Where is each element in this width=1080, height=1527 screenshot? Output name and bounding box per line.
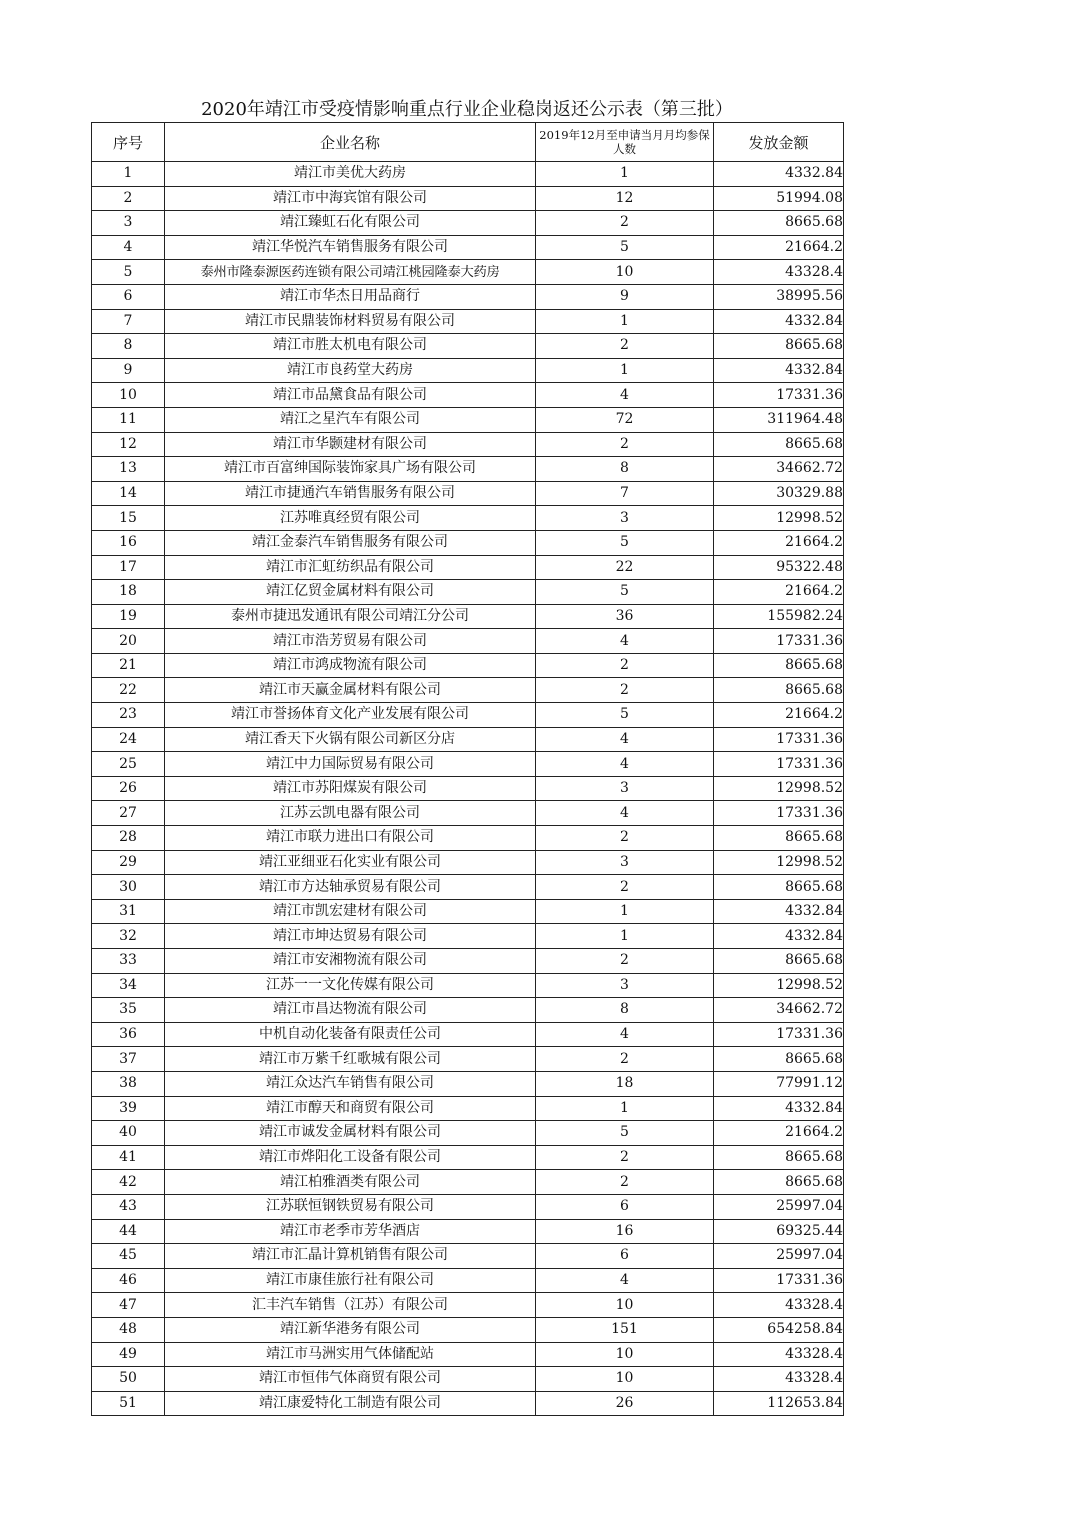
table-header [92, 123, 844, 162]
row-amount: 8665.68 [714, 432, 844, 457]
table-row [92, 1194, 844, 1219]
row-company-name: 靖江市誉扬体育文化产业发展有限公司 [165, 703, 536, 728]
row-amount: 77991.12 [714, 1071, 844, 1096]
table-row [92, 678, 844, 703]
row-amount: 12998.52 [714, 973, 844, 998]
row-seq: 17 [92, 555, 165, 580]
table-row [92, 899, 844, 924]
table-row [92, 703, 844, 728]
row-company-name: 靖江市良药堂大药房 [165, 358, 536, 383]
row-seq: 19 [92, 604, 165, 629]
row-insured-count: 2 [536, 1047, 714, 1072]
row-seq: 34 [92, 973, 165, 998]
row-insured-count: 2 [536, 875, 714, 900]
table-row [92, 1342, 844, 1367]
row-amount: 8665.68 [714, 678, 844, 703]
row-amount: 8665.68 [714, 875, 844, 900]
row-company-name: 靖江市诚发金属材料有限公司 [165, 1121, 536, 1146]
table-row [92, 506, 844, 531]
table-row [92, 235, 844, 260]
table-row [92, 309, 844, 334]
table-row [92, 1367, 844, 1392]
row-insured-count: 18 [536, 1071, 714, 1096]
row-company-name: 靖江市醇天和商贸有限公司 [165, 1096, 536, 1121]
table-row [92, 162, 844, 187]
row-company-name: 靖江市中海宾馆有限公司 [165, 186, 536, 211]
row-insured-count: 4 [536, 383, 714, 408]
row-company-name: 靖江华悦汽车销售服务有限公司 [165, 235, 536, 260]
table-row [92, 1219, 844, 1244]
row-seq: 28 [92, 826, 165, 851]
row-company-name: 靖江市万紫千红歌城有限公司 [165, 1047, 536, 1072]
row-seq: 11 [92, 407, 165, 432]
table-row [92, 1293, 844, 1318]
row-company-name: 江苏唯真经贸有限公司 [165, 506, 536, 531]
row-insured-count: 2 [536, 432, 714, 457]
row-seq: 29 [92, 850, 165, 875]
row-company-name: 江苏一一文化传媒有限公司 [165, 973, 536, 998]
row-insured-count: 1 [536, 924, 714, 949]
row-insured-count: 8 [536, 998, 714, 1023]
row-company-name: 靖江市美优大药房 [165, 162, 536, 187]
row-seq: 15 [92, 506, 165, 531]
row-company-name: 靖江市百富绅国际装饰家具广场有限公司 [165, 457, 536, 482]
table-row [92, 1391, 844, 1416]
row-insured-count: 1 [536, 309, 714, 334]
row-insured-count: 4 [536, 801, 714, 826]
row-company-name: 靖江市方达轴承贸易有限公司 [165, 875, 536, 900]
table-row [92, 727, 844, 752]
row-company-name: 靖江市康佳旅行社有限公司 [165, 1268, 536, 1293]
row-insured-count: 5 [536, 235, 714, 260]
row-amount: 21664.2 [714, 703, 844, 728]
table-row [92, 432, 844, 457]
row-amount: 4332.84 [714, 1096, 844, 1121]
row-seq: 21 [92, 653, 165, 678]
row-company-name: 靖江市老季市芳华酒店 [165, 1219, 536, 1244]
row-amount: 17331.36 [714, 629, 844, 654]
table-row [92, 358, 844, 383]
row-insured-count: 6 [536, 1194, 714, 1219]
table-row [92, 653, 844, 678]
row-seq: 9 [92, 358, 165, 383]
table-body [92, 162, 844, 1416]
row-seq: 13 [92, 457, 165, 482]
row-amount: 21664.2 [714, 580, 844, 605]
row-amount: 4332.84 [714, 358, 844, 383]
row-seq: 32 [92, 924, 165, 949]
row-company-name: 靖江市华颢建材有限公司 [165, 432, 536, 457]
row-amount: 17331.36 [714, 727, 844, 752]
row-seq: 37 [92, 1047, 165, 1072]
table-row [92, 457, 844, 482]
row-insured-count: 2 [536, 653, 714, 678]
row-insured-count: 2 [536, 678, 714, 703]
row-insured-count: 72 [536, 407, 714, 432]
row-company-name: 靖江市民鼎装饰材料贸易有限公司 [165, 309, 536, 334]
row-insured-count: 10 [536, 1342, 714, 1367]
row-company-name: 靖江市捷通汽车销售服务有限公司 [165, 481, 536, 506]
row-amount: 34662.72 [714, 457, 844, 482]
row-seq: 24 [92, 727, 165, 752]
row-amount: 30329.88 [714, 481, 844, 506]
row-company-name: 靖江市华杰日用品商行 [165, 284, 536, 309]
row-amount: 43328.4 [714, 1293, 844, 1318]
table-row [92, 776, 844, 801]
row-amount: 311964.48 [714, 407, 844, 432]
row-company-name: 靖江市天赢金属材料有限公司 [165, 678, 536, 703]
row-amount: 95322.48 [714, 555, 844, 580]
row-seq: 46 [92, 1268, 165, 1293]
row-amount: 17331.36 [714, 1022, 844, 1047]
row-amount: 8665.68 [714, 1170, 844, 1195]
row-seq: 10 [92, 383, 165, 408]
row-insured-count: 2 [536, 1145, 714, 1170]
row-company-name: 靖江亿贸金属材料有限公司 [165, 580, 536, 605]
row-company-name: 中机自动化装备有限责任公司 [165, 1022, 536, 1047]
row-amount: 155982.24 [714, 604, 844, 629]
table-row [92, 1022, 844, 1047]
row-company-name: 靖江市鸿成物流有限公司 [165, 653, 536, 678]
row-seq: 8 [92, 334, 165, 359]
table-row [92, 1317, 844, 1342]
page-title: 2020年靖江市受疫情影响重点行业企业稳岗返还公示表（第三批） [201, 99, 733, 120]
row-amount: 8665.68 [714, 211, 844, 236]
row-amount: 69325.44 [714, 1219, 844, 1244]
row-insured-count: 9 [536, 284, 714, 309]
row-seq: 45 [92, 1244, 165, 1269]
row-company-name: 靖江市恒伟气体商贸有限公司 [165, 1367, 536, 1392]
row-amount: 4332.84 [714, 924, 844, 949]
row-amount: 21664.2 [714, 1121, 844, 1146]
row-company-name: 靖江臻虹石化有限公司 [165, 211, 536, 236]
row-seq: 26 [92, 776, 165, 801]
row-seq: 6 [92, 284, 165, 309]
row-seq: 5 [92, 260, 165, 285]
row-insured-count: 16 [536, 1219, 714, 1244]
row-insured-count: 4 [536, 752, 714, 777]
row-seq: 50 [92, 1367, 165, 1392]
row-seq: 23 [92, 703, 165, 728]
row-amount: 17331.36 [714, 383, 844, 408]
row-insured-count: 5 [536, 703, 714, 728]
table-row [92, 1071, 844, 1096]
row-insured-count: 1 [536, 899, 714, 924]
header-seq: 序号 [92, 123, 165, 162]
table-row [92, 629, 844, 654]
table-row [92, 924, 844, 949]
table-row [92, 850, 844, 875]
row-insured-count: 4 [536, 1268, 714, 1293]
row-insured-count: 2 [536, 826, 714, 851]
table-row [92, 875, 844, 900]
table-row [92, 407, 844, 432]
row-seq: 20 [92, 629, 165, 654]
row-amount: 25997.04 [714, 1194, 844, 1219]
row-amount: 25997.04 [714, 1244, 844, 1269]
row-amount: 8665.68 [714, 1145, 844, 1170]
row-company-name: 靖江市品黛食品有限公司 [165, 383, 536, 408]
row-seq: 25 [92, 752, 165, 777]
row-insured-count: 36 [536, 604, 714, 629]
row-seq: 48 [92, 1317, 165, 1342]
row-insured-count: 22 [536, 555, 714, 580]
row-company-name: 靖江市凯宏建材有限公司 [165, 899, 536, 924]
row-seq: 42 [92, 1170, 165, 1195]
row-amount: 4332.84 [714, 309, 844, 334]
row-company-name: 靖江市汇虹纺织品有限公司 [165, 555, 536, 580]
row-amount: 17331.36 [714, 1268, 844, 1293]
row-insured-count: 4 [536, 1022, 714, 1047]
row-amount: 8665.68 [714, 334, 844, 359]
row-company-name: 泰州市隆泰源医药连锁有限公司靖江桃园隆泰大药房 [165, 260, 536, 285]
row-amount: 34662.72 [714, 998, 844, 1023]
row-seq: 35 [92, 998, 165, 1023]
row-amount: 8665.68 [714, 949, 844, 974]
row-seq: 49 [92, 1342, 165, 1367]
row-seq: 2 [92, 186, 165, 211]
row-insured-count: 12 [536, 186, 714, 211]
row-amount: 8665.68 [714, 1047, 844, 1072]
row-seq: 18 [92, 580, 165, 605]
row-seq: 1 [92, 162, 165, 187]
row-insured-count: 3 [536, 506, 714, 531]
row-insured-count: 3 [536, 973, 714, 998]
row-company-name: 江苏云凯电器有限公司 [165, 801, 536, 826]
row-amount: 8665.68 [714, 826, 844, 851]
header-row [92, 123, 844, 162]
table-row [92, 334, 844, 359]
table-row [92, 530, 844, 555]
table-row [92, 752, 844, 777]
table-row [92, 973, 844, 998]
row-insured-count: 7 [536, 481, 714, 506]
row-amount: 43328.4 [714, 260, 844, 285]
row-amount: 12998.52 [714, 776, 844, 801]
row-amount: 17331.36 [714, 801, 844, 826]
row-amount: 21664.2 [714, 530, 844, 555]
row-amount: 12998.52 [714, 850, 844, 875]
table-row [92, 1047, 844, 1072]
row-seq: 38 [92, 1071, 165, 1096]
row-company-name: 靖江市马洲实用气体储配站 [165, 1342, 536, 1367]
row-amount: 51994.08 [714, 186, 844, 211]
row-company-name: 靖江众达汽车销售有限公司 [165, 1071, 536, 1096]
row-seq: 33 [92, 949, 165, 974]
row-insured-count: 6 [536, 1244, 714, 1269]
row-company-name: 靖江市安湘物流有限公司 [165, 949, 536, 974]
row-seq: 36 [92, 1022, 165, 1047]
row-seq: 3 [92, 211, 165, 236]
table-row [92, 998, 844, 1023]
table-row [92, 1268, 844, 1293]
row-insured-count: 3 [536, 776, 714, 801]
row-seq: 30 [92, 875, 165, 900]
table-row [92, 1244, 844, 1269]
row-insured-count: 3 [536, 850, 714, 875]
row-amount: 17331.36 [714, 752, 844, 777]
header-company-name: 企业名称 [165, 123, 536, 162]
row-insured-count: 5 [536, 1121, 714, 1146]
row-company-name: 泰州市捷迅发通讯有限公司靖江分公司 [165, 604, 536, 629]
row-insured-count: 2 [536, 949, 714, 974]
table-row [92, 1121, 844, 1146]
table-row [92, 260, 844, 285]
table-row [92, 1096, 844, 1121]
row-company-name: 靖江市坤达贸易有限公司 [165, 924, 536, 949]
row-amount: 43328.4 [714, 1367, 844, 1392]
table-row [92, 383, 844, 408]
table-row [92, 604, 844, 629]
row-amount: 8665.68 [714, 653, 844, 678]
row-company-name: 靖江市汇晶计算机销售有限公司 [165, 1244, 536, 1269]
row-company-name: 靖江市浩芳贸易有限公司 [165, 629, 536, 654]
table-row [92, 580, 844, 605]
row-amount: 4332.84 [714, 162, 844, 187]
table-row [92, 555, 844, 580]
table-row [92, 1170, 844, 1195]
header-amount: 发放金额 [714, 123, 844, 162]
row-insured-count: 2 [536, 334, 714, 359]
row-seq: 39 [92, 1096, 165, 1121]
row-amount: 12998.52 [714, 506, 844, 531]
row-company-name: 靖江之星汽车有限公司 [165, 407, 536, 432]
row-company-name: 江苏联恒钢铁贸易有限公司 [165, 1194, 536, 1219]
row-insured-count: 4 [536, 629, 714, 654]
row-seq: 44 [92, 1219, 165, 1244]
row-insured-count: 4 [536, 727, 714, 752]
row-company-name: 靖江市联力进出口有限公司 [165, 826, 536, 851]
table-row [92, 186, 844, 211]
row-seq: 51 [92, 1391, 165, 1416]
row-seq: 41 [92, 1145, 165, 1170]
row-seq: 7 [92, 309, 165, 334]
row-insured-count: 10 [536, 1293, 714, 1318]
row-company-name: 靖江亚细亚石化实业有限公司 [165, 850, 536, 875]
row-insured-count: 1 [536, 358, 714, 383]
row-insured-count: 8 [536, 457, 714, 482]
row-company-name: 汇丰汽车销售（江苏）有限公司 [165, 1293, 536, 1318]
row-amount: 112653.84 [714, 1391, 844, 1416]
row-amount: 4332.84 [714, 899, 844, 924]
row-seq: 14 [92, 481, 165, 506]
row-insured-count: 10 [536, 260, 714, 285]
row-company-name: 靖江中力国际贸易有限公司 [165, 752, 536, 777]
row-amount: 21664.2 [714, 235, 844, 260]
row-insured-count: 1 [536, 162, 714, 187]
row-company-name: 靖江柏雅酒类有限公司 [165, 1170, 536, 1195]
row-seq: 27 [92, 801, 165, 826]
table-row [92, 1145, 844, 1170]
row-insured-count: 1 [536, 1096, 714, 1121]
row-seq: 4 [92, 235, 165, 260]
row-amount: 654258.84 [714, 1317, 844, 1342]
row-seq: 12 [92, 432, 165, 457]
row-seq: 43 [92, 1194, 165, 1219]
row-company-name: 靖江新华港务有限公司 [165, 1317, 536, 1342]
row-insured-count: 151 [536, 1317, 714, 1342]
row-company-name: 靖江香天下火锅有限公司新区分店 [165, 727, 536, 752]
row-seq: 16 [92, 530, 165, 555]
row-seq: 31 [92, 899, 165, 924]
table-row [92, 801, 844, 826]
row-insured-count: 5 [536, 530, 714, 555]
row-seq: 47 [92, 1293, 165, 1318]
row-amount: 38995.56 [714, 284, 844, 309]
table-row [92, 481, 844, 506]
table-row [92, 284, 844, 309]
row-company-name: 靖江市苏阳煤炭有限公司 [165, 776, 536, 801]
header-insured-count: 2019年12月至申请当月月均参保人数 [536, 123, 714, 162]
row-insured-count: 26 [536, 1391, 714, 1416]
table-row [92, 211, 844, 236]
row-company-name: 靖江市昌达物流有限公司 [165, 998, 536, 1023]
row-amount: 43328.4 [714, 1342, 844, 1367]
row-insured-count: 5 [536, 580, 714, 605]
row-insured-count: 10 [536, 1367, 714, 1392]
table-row [92, 949, 844, 974]
row-company-name: 靖江康爱特化工制造有限公司 [165, 1391, 536, 1416]
row-company-name: 靖江市烨阳化工设备有限公司 [165, 1145, 536, 1170]
row-company-name: 靖江金泰汽车销售服务有限公司 [165, 530, 536, 555]
row-insured-count: 2 [536, 1170, 714, 1195]
subsidy-table [91, 122, 844, 1416]
table-row [92, 826, 844, 851]
row-company-name: 靖江市胜太机电有限公司 [165, 334, 536, 359]
row-seq: 22 [92, 678, 165, 703]
row-insured-count: 2 [536, 211, 714, 236]
row-seq: 40 [92, 1121, 165, 1146]
